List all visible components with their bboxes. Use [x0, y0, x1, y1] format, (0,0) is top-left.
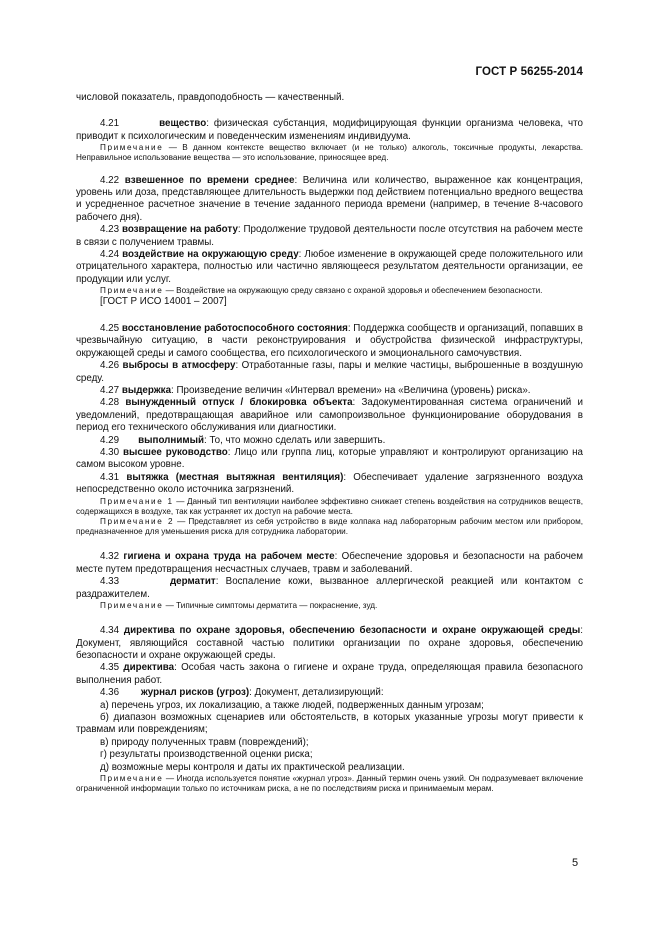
term-definition: : То, что можно сделать или завершить. [204, 434, 386, 446]
term-name: журнал рисков (угроз) [140, 687, 250, 699]
term-name: вещество [159, 118, 207, 130]
term-number: 4.34 [100, 625, 120, 637]
note-4-36 [76, 774, 583, 794]
term-4-24 [76, 249, 583, 286]
term-4-21 [76, 118, 583, 143]
term-number: 4.25 [100, 322, 120, 334]
term-definition: : Величина или количество, выраженное как концентрация, уровень или доза, представляющее длительность выдержки под действием потенциально вредного вещества и усредненное расчетное значение в течение заданного периода времени (например, в течение 8-часового рабочего дня). [76, 174, 583, 223]
term-name: возвращение на работу [121, 224, 238, 236]
note-4-31-1 [76, 497, 583, 517]
term-name: вынужденный отпуск / блокировка объекта [125, 397, 353, 409]
term-definition: : Воспаление кожи, вызванное аллергической реакцией или контактом с раздражителем. [76, 576, 583, 600]
note-4-24 [76, 286, 583, 296]
term-definition: : Обеспечивает удаление загрязненного воздуха непосредственно около источника загрязнений. [76, 471, 583, 496]
term-name: директива [123, 662, 175, 674]
term-name: выдержка [121, 384, 172, 396]
note-label: Примечание [100, 143, 164, 153]
term-4-25 [76, 323, 583, 360]
term-number: 4.32 [100, 551, 120, 563]
note-label: Примечание [100, 601, 164, 611]
term-number: 4.27 [100, 384, 120, 396]
standard-header: ГОСТ Р 56255-2014 [475, 66, 583, 78]
term-definition: : Документ, являющийся составной частью политики организации по охране здоровья, обеспечению безопасности и охране окружающей среды. [76, 625, 583, 662]
term-4-35 [76, 662, 583, 687]
note-text: — Типичные симптомы дерматита — покраснение, зуд. [163, 601, 378, 611]
term-number: 4.33 [100, 576, 120, 588]
term-4-26 [76, 360, 583, 385]
list-item: б) диапазон возможных сценариев или обстоятельств, в которых указанные угрозы могут привести к травмам или повреждениям; [76, 712, 583, 736]
reference-4-24: [ГОСТ Р ИСО 14001 – 2007] [100, 296, 227, 308]
term-name: взвешенное по времени среднее [124, 174, 295, 186]
term-definition: : Документ, детализирующий: [249, 687, 384, 699]
note-4-21 [76, 143, 583, 163]
term-number: 4.24 [100, 249, 120, 261]
term-name: директива по охране здоровья, обеспечению безопасности и охране окружающей среды [123, 625, 581, 637]
term-4-23 [76, 224, 583, 249]
list-item: д) возможные меры контроля и даты их практической реализации. [100, 761, 405, 773]
term-name: воздействие на окружающую среду [122, 249, 299, 261]
term-definition: : Продолжение трудовой деятельности после отсутствия на рабочем месте в связи с получением травмы. [76, 224, 584, 248]
term-name: вытяжка (местная вытяжная вентиляция) [126, 471, 344, 483]
term-name: гигиена и охрана труда на рабочем месте [123, 551, 335, 563]
list-item: г) результаты производственной оценки риска; [100, 749, 313, 761]
note-label: Примечание 1 [100, 496, 174, 506]
note-text: — Воздействие на окружающую среду связано с охраной здоровья и обеспечением безопасности. [163, 286, 543, 296]
note-4-31-2 [76, 517, 583, 537]
page-content [76, 92, 583, 795]
term-number: 4.28 [100, 397, 120, 409]
note-label: Примечание [100, 286, 164, 296]
paragraph-top: числовой показатель, правдоподобность — качественный. [76, 92, 345, 103]
term-number: 4.36 [100, 687, 120, 699]
list-item: в) природу полученных травм (повреждений); [100, 736, 309, 748]
term-4-36 [76, 687, 583, 699]
term-4-34 [76, 625, 583, 662]
term-definition: : Поддержка сообществ и организаций, попавших в чрезвычайную ситуацию, в части реконструирования и обустройства физической инфраструктуры, окружающей среды и самого сообщества, его психологического и эмоционального самочувствия. [76, 322, 583, 359]
note-text: — В данном контексте вещество включает (и не только) алкоголь, токсичные продукты, лекарства. Неправильное использование вещества — это использование, приносящее вред. [76, 143, 583, 163]
page-number: 5 [572, 857, 579, 869]
term-name: выполнимый [138, 434, 204, 446]
term-number: 4.35 [100, 662, 120, 674]
note-label: Примечание 2 [100, 516, 175, 526]
term-definition: : Обеспечение здоровья и безопасности на рабочем месте путем предотвращения несчастных случаев, травм и заболеваний. [76, 551, 583, 575]
term-number: 4.22 [100, 174, 120, 186]
note-4-33 [76, 601, 583, 611]
term-definition: : физическая субстанция, модифицирующая функции организма человека, что приводит к психологическим и поведенческим изменениям индивидуума. [76, 118, 583, 142]
note-text: — Иногда используется понятие «журнал угроз». Данный термин очень узкий. Он подразумевает включение ограниченной информации только по источникам риска, а не по последствиям риска и принимаемым мерам. [76, 774, 583, 794]
term-4-33 [76, 576, 583, 601]
term-name: восстановление работоспособного состояния [121, 322, 348, 334]
term-4-30 [76, 447, 583, 472]
term-number: 4.31 [100, 471, 120, 483]
note-label: Примечание [100, 774, 164, 784]
term-4-22 [76, 175, 583, 225]
term-number: 4.30 [100, 446, 120, 458]
term-4-31 [76, 472, 583, 497]
term-definition: : Задокументированная система ограничений и уведомлений, предотвращающая аварийное или самопроизвольное функционирование оборудования в период его технического обслуживания или диагностики. [76, 397, 583, 434]
term-definition: : Отработанные газы, пары и мелкие частицы, выброшенные в воздушную среду. [76, 360, 583, 384]
term-definition: : Произведение величин «Интервал времени» на «Величина (уровень) риска». [171, 384, 531, 396]
term-number: 4.26 [100, 360, 120, 372]
term-number: 4.23 [100, 224, 120, 236]
term-name: высшее руководство [122, 446, 228, 458]
note-text: — Представляет из себя устройство в виде колпака над лабораторным рабочим местом или прибором, предназначенное для уменьшения риска для сотрудника лаборатории. [76, 516, 584, 537]
term-name: выбросы в атмосферу [122, 360, 236, 372]
term-4-32 [76, 551, 583, 576]
list-item: а) перечень угроз, их локализацию, а также людей, подверженных данным угрозам; [100, 699, 484, 711]
term-number: 4.21 [100, 118, 120, 130]
term-4-29 [76, 435, 583, 447]
term-definition: : Особая часть закона о гигиене и охране труда, определяющая правила безопасного выполнения работ. [76, 662, 583, 686]
term-number: 4.29 [100, 434, 120, 446]
term-name: дерматит [169, 576, 216, 588]
term-definition: : Любое изменение в окружающей среде положительного или отрицательного характера, полностью или частично являющееся результатом деятельности организации, ее продукции или услуг. [76, 249, 583, 285]
term-4-27 [76, 385, 583, 397]
term-definition: : Лицо или группа лиц, которые управляют и контролируют организацию на самом высоком уровне. [76, 446, 583, 471]
note-text: — Данный тип вентиляции наиболее эффективно снижает степень воздействия на сотрудников веществ, содержащихся в воздухе, так как устраняет их доступ на рабочие места. [76, 496, 583, 516]
term-4-28 [76, 397, 583, 434]
